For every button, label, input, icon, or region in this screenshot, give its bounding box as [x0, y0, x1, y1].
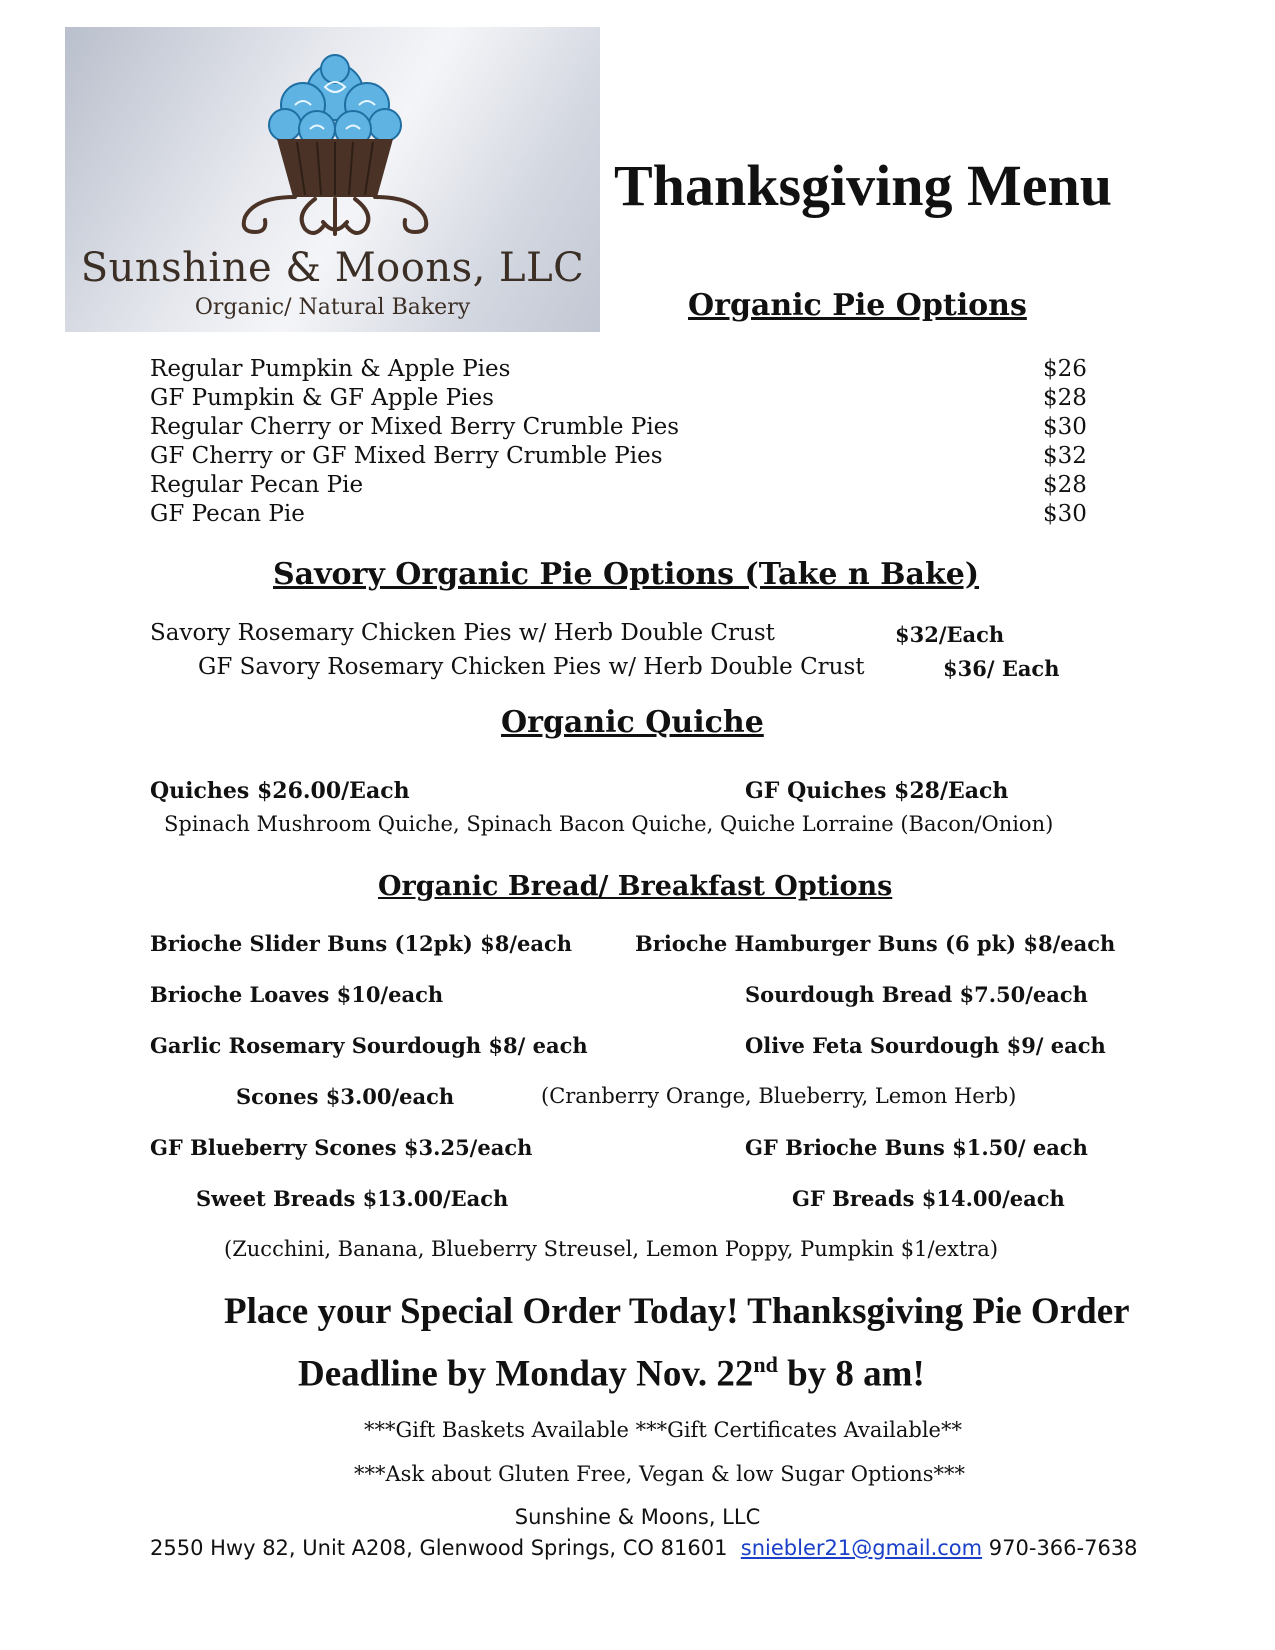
- footer-contact: [150, 1536, 1138, 1560]
- pie-item-price: $30: [1043, 501, 1087, 527]
- pie-item-name: GF Cherry or GF Mixed Berry Crumble Pies: [150, 443, 663, 469]
- bread-item: Brioche Loaves $10/each: [150, 982, 444, 1007]
- pie-item-name: Regular Cherry or Mixed Berry Crumble Pies: [150, 414, 680, 440]
- bakery-logo: [65, 27, 600, 332]
- gift-availability: ***Gift Baskets Available ***Gift Certificates Available**: [364, 1418, 962, 1442]
- logo-name: Sunshine & Moons, LLC: [80, 245, 585, 291]
- bread-item: Scones $3.00/each: [236, 1084, 455, 1109]
- quiche-price: Quiches $26.00/Each: [150, 778, 410, 804]
- bread-item: Brioche Slider Buns (12pk) $8/each: [150, 931, 573, 956]
- sweet-bread-flavors: (Zucchini, Banana, Blueberry Streusel, Lemon Poppy, Pumpkin $1/extra): [224, 1237, 999, 1261]
- bread-item: Garlic Rosemary Sourdough $8/ each: [150, 1033, 588, 1058]
- pie-item-price: $26: [1043, 356, 1087, 382]
- savory-item-price: $36/ Each: [943, 656, 1060, 681]
- bread-item: Olive Feta Sourdough $9/ each: [745, 1033, 1106, 1058]
- scone-flavors: (Cranberry Orange, Blueberry, Lemon Herb): [541, 1084, 1017, 1108]
- footer-phone: 970-366-7638: [988, 1536, 1138, 1560]
- bread-item: GF Breads $14.00/each: [792, 1186, 1065, 1211]
- pie-item-price: $32: [1043, 443, 1087, 469]
- footer-address: 2550 Hwy 82, Unit A208, Glenwood Springs, CO 81601: [150, 1536, 728, 1560]
- bread-item: Brioche Hamburger Buns (6 pk) $8/each: [635, 931, 1116, 956]
- quiche-varieties: Spinach Mushroom Quiche, Spinach Bacon Quiche, Quiche Lorraine (Bacon/Onion): [164, 812, 1054, 836]
- pie-options-heading: Organic Pie Options: [688, 288, 1027, 323]
- pie-item-name: GF Pumpkin & GF Apple Pies: [150, 385, 494, 411]
- pie-item-price: $28: [1043, 385, 1087, 411]
- pie-item-price: $30: [1043, 414, 1087, 440]
- bread-item: Sourdough Bread $7.50/each: [745, 982, 1088, 1007]
- bread-item: GF Brioche Buns $1.50/ each: [745, 1135, 1088, 1160]
- deadline-time: by 8 am!: [777, 1353, 925, 1395]
- pie-item-price: $28: [1043, 472, 1087, 498]
- order-line-2: [298, 1352, 925, 1395]
- email-link[interactable]: sniebler21@gmail.com: [740, 1536, 983, 1560]
- pie-item-name: Regular Pumpkin & Apple Pies: [150, 356, 511, 382]
- pie-item-name: GF Pecan Pie: [150, 501, 305, 527]
- savory-heading: Savory Organic Pie Options (Take n Bake): [273, 557, 980, 592]
- quiche-heading: Organic Quiche: [501, 705, 764, 740]
- logo-tagline: Organic/ Natural Bakery: [194, 295, 471, 320]
- dietary-options: ***Ask about Gluten Free, Vegan & low Sugar Options***: [354, 1462, 966, 1486]
- gf-quiche-price: GF Quiches $28/Each: [745, 778, 1009, 804]
- deadline-text: Deadline by Monday Nov. 22: [298, 1353, 754, 1395]
- order-line-1: Place your Special Order Today! Thanksgiving Pie Order: [224, 1291, 1130, 1332]
- bread-heading: Organic Bread/ Breakfast Options: [378, 871, 893, 902]
- savory-item-name: GF Savory Rosemary Chicken Pies w/ Herb Double Crust: [198, 654, 865, 680]
- cupcake-icon: [205, 47, 465, 247]
- page-title: Thanksgiving Menu: [614, 153, 1113, 218]
- savory-item-price: $32/Each: [895, 622, 1005, 647]
- pie-item-name: Regular Pecan Pie: [150, 472, 364, 498]
- deadline-suffix: nd: [753, 1352, 778, 1377]
- savory-item-name: Savory Rosemary Chicken Pies w/ Herb Double Crust: [150, 620, 775, 646]
- footer-company: Sunshine & Moons, LLC: [514, 1505, 761, 1529]
- bread-item: Sweet Breads $13.00/Each: [196, 1186, 509, 1211]
- bread-item: GF Blueberry Scones $3.25/each: [150, 1135, 533, 1160]
